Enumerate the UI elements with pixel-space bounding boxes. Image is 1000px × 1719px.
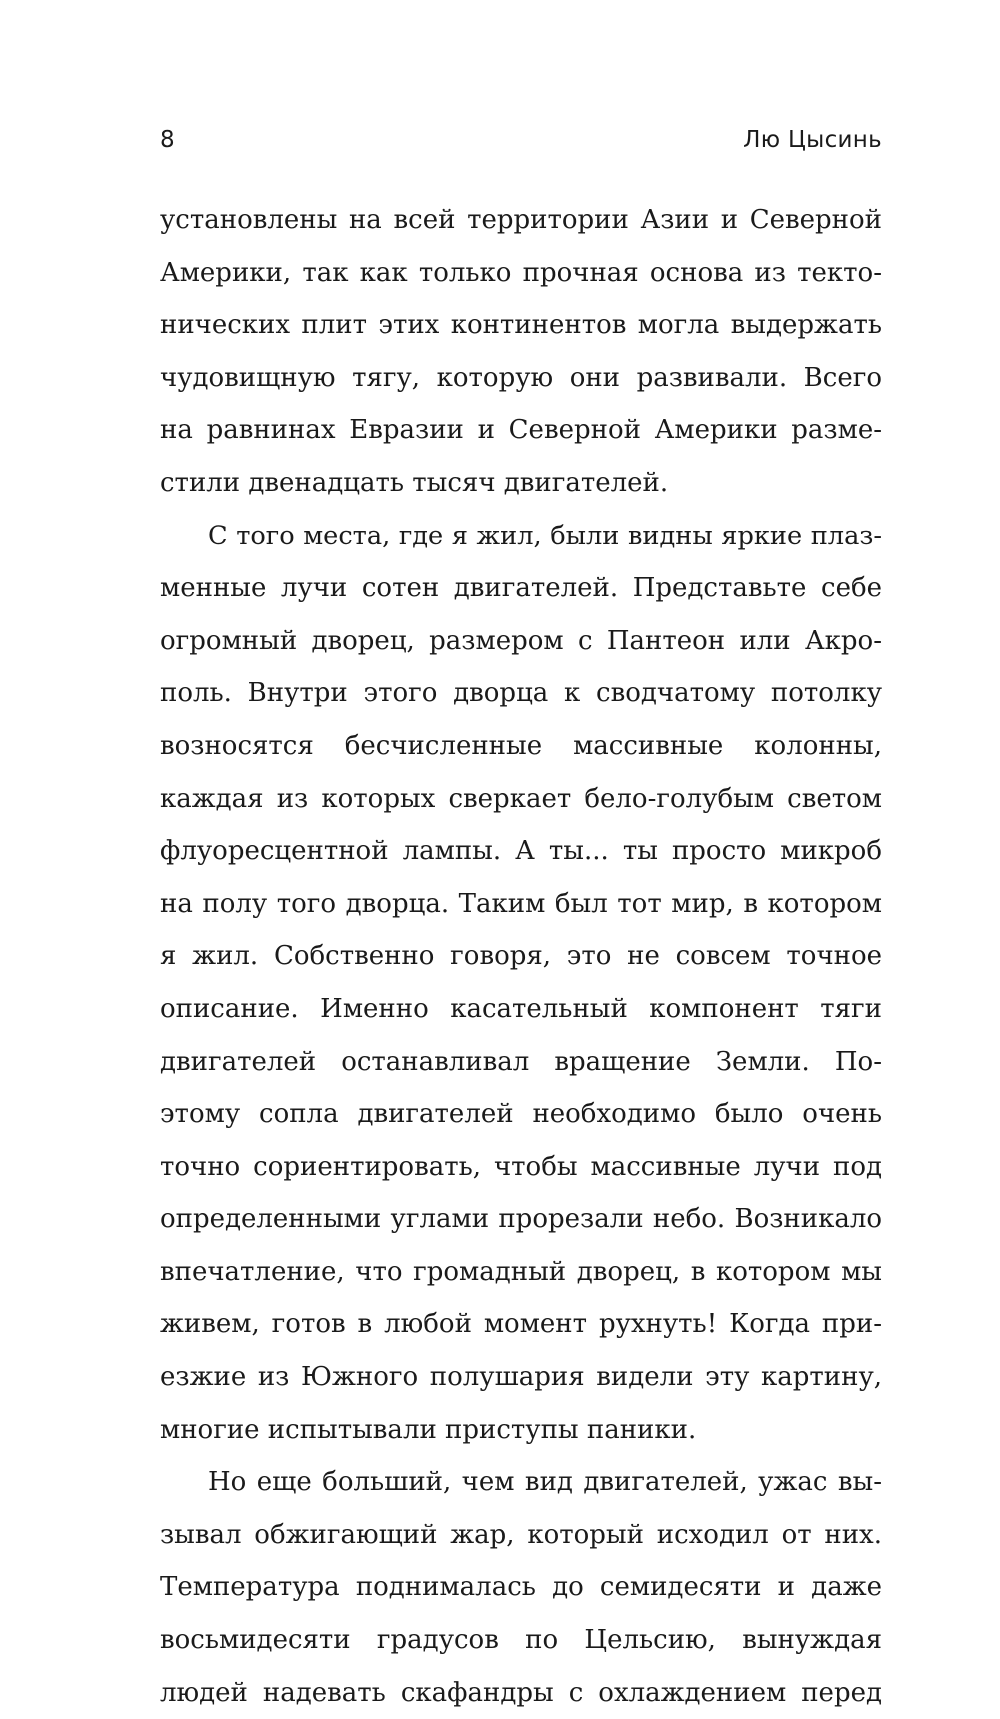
text-line: описание. Именно касательный компонент тяги [160,993,882,1024]
text-line: на полу того дворца. Таким был тот мир, в котором [160,888,882,919]
text-line: установлены на всей территории Азии и Северной [160,205,882,235]
book-author: Лю Цысинь [743,127,882,153]
text-line: менные лучи сотен двигателей. Представьте себе [160,573,882,604]
text-line: восьмидесяти градусов по Цельсию, вынуждая [160,1625,882,1656]
text-line: С того места, где я жил, были видны яркие плаз- [208,520,882,551]
text-line: езжие из Южного полушария видели эту картину, [160,1362,882,1393]
text-line: Америки, так как только прочная основа из текто- [160,257,882,288]
text-line: этому сопла двигателей необходимо было очень [160,1099,882,1130]
text-line: чудовищную тягу, которую они развивали. Всего [160,362,882,393]
text-line: я жил. Собственно говоря, это не совсем точное [160,941,882,972]
text-line: зывал обжигающий жар, который исходил от них. [160,1519,882,1550]
text-line: Но еще больший, чем вид двигателей, ужас вы- [208,1467,882,1498]
text-line: флуоресцентной лампы. А ты... ты просто микроб [160,836,882,867]
text-line: каждая из которых сверкает бело-голубым светом [160,783,882,814]
text-line: нических плит этих континентов могла выдержать [160,310,882,341]
text-line: живем, готов в любой момент рухнуть! Когда при- [160,1309,882,1340]
text-line: возносятся бесчисленные массивные колонны, [160,730,882,761]
text-line: точно сориентировать, чтобы массивные лучи под [160,1151,882,1182]
text-line: огромный дворец, размером с Пантеон или Акро- [160,625,882,656]
text-line: двигателей останавливал вращение Земли. По- [160,1046,882,1077]
text-line: на равнинах Евразии и Северной Америки разме- [160,415,882,446]
text-line: поль. Внутри этого дворца к сводчатому потолку [160,678,882,709]
text-line: многие испытывали приступы паники. [160,1414,697,1445]
text-line: стили двенадцать тысяч двигателей. [160,467,669,498]
page-number: 8 [160,127,175,153]
text-line: людей надевать скафандры с охлаждением перед [160,1677,882,1708]
body-text [160,194,882,1719]
running-head [160,127,882,167]
text-line: Температура поднималась до семидесяти и даже [160,1572,882,1603]
text-line: определенными углами прорезали небо. Возникало [160,1204,882,1235]
text-line: впечатление, что громадный дворец, в котором мы [160,1256,882,1287]
